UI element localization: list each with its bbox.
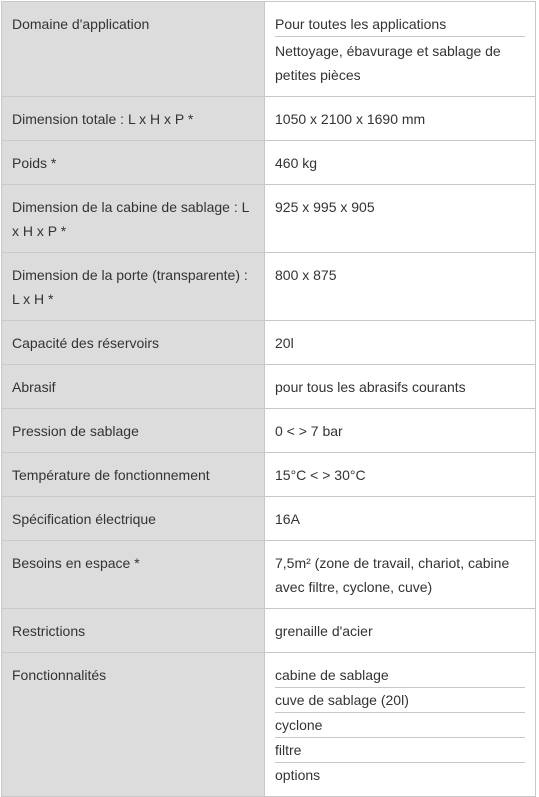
row-value [265, 653, 536, 797]
label-text: Dimension de la porte (transparente) : L x H * [12, 267, 248, 307]
label-text: Pression de sablage [12, 423, 139, 439]
row-label [2, 409, 265, 453]
row-value [265, 609, 536, 653]
row-label [2, 497, 265, 541]
value-text: 1050 x 2100 x 1690 mm [275, 111, 426, 127]
row-value [265, 2, 536, 97]
value-text: 20l [275, 335, 294, 351]
value-item: cyclone [275, 713, 525, 738]
label-text: Domaine d'application [12, 16, 150, 32]
value-text: 0 < > 7 bar [275, 423, 343, 439]
row-label [2, 97, 265, 141]
row-label [2, 609, 265, 653]
label-text: Spécification électrique [12, 511, 156, 527]
row-label [2, 2, 265, 97]
value-text: 800 x 875 [275, 267, 337, 283]
row-value [265, 409, 536, 453]
row-value [265, 253, 536, 321]
table-row [2, 185, 536, 253]
label-text: Fonctionnalités [12, 667, 107, 683]
value-text: pour tous les abrasifs courants [275, 379, 466, 395]
label-text: Restrictions [12, 623, 86, 639]
value-text: grenaille d'acier [275, 623, 373, 639]
table-row [2, 653, 536, 797]
row-value [265, 141, 536, 185]
label-text: Dimension de la cabine de sablage : L x H x P * [12, 199, 249, 239]
row-value [265, 453, 536, 497]
row-label [2, 185, 265, 253]
label-text: Dimension totale : L x H x P * [12, 111, 194, 127]
table-row [2, 141, 536, 185]
label-text: Abrasif [12, 379, 56, 395]
row-value [265, 497, 536, 541]
label-text: Température de fonctionnement [12, 467, 210, 483]
row-value [265, 365, 536, 409]
value-item: cuve de sablage (20l) [275, 688, 525, 713]
label-text: Besoins en espace * [12, 555, 140, 571]
label-text: Capacité des réservoirs [12, 335, 160, 351]
row-label [2, 653, 265, 797]
table-row [2, 253, 536, 321]
value-item: cabine de sablage [275, 663, 525, 688]
value-text: 925 x 995 x 905 [275, 199, 375, 215]
spec-table [1, 1, 536, 797]
table-row [2, 97, 536, 141]
row-value [265, 185, 536, 253]
row-label [2, 321, 265, 365]
label-text: Poids * [12, 155, 57, 171]
row-value [265, 321, 536, 365]
row-label [2, 141, 265, 185]
row-value [265, 541, 536, 609]
table-row [2, 409, 536, 453]
value-item: Pour toutes les applications [275, 12, 525, 37]
table-row [2, 541, 536, 609]
row-value [265, 97, 536, 141]
row-label [2, 365, 265, 409]
row-label [2, 541, 265, 609]
value-item: options [275, 767, 321, 783]
value-text: 15°C < > 30°C [275, 467, 366, 483]
table-row [2, 453, 536, 497]
table-row [2, 321, 536, 365]
table-row [2, 609, 536, 653]
table-row [2, 2, 536, 97]
row-label [2, 453, 265, 497]
table-row [2, 365, 536, 409]
table-row [2, 497, 536, 541]
value-text: 7,5m² (zone de travail, chariot, cabine avec filtre, cyclone, cuve) [275, 555, 510, 595]
value-text: 460 kg [275, 155, 318, 171]
value-text: 16A [275, 511, 300, 527]
value-item: filtre [275, 738, 525, 763]
value-item: Nettoyage, ébavurage et sablage de petites pièces [275, 43, 501, 83]
row-label [2, 253, 265, 321]
